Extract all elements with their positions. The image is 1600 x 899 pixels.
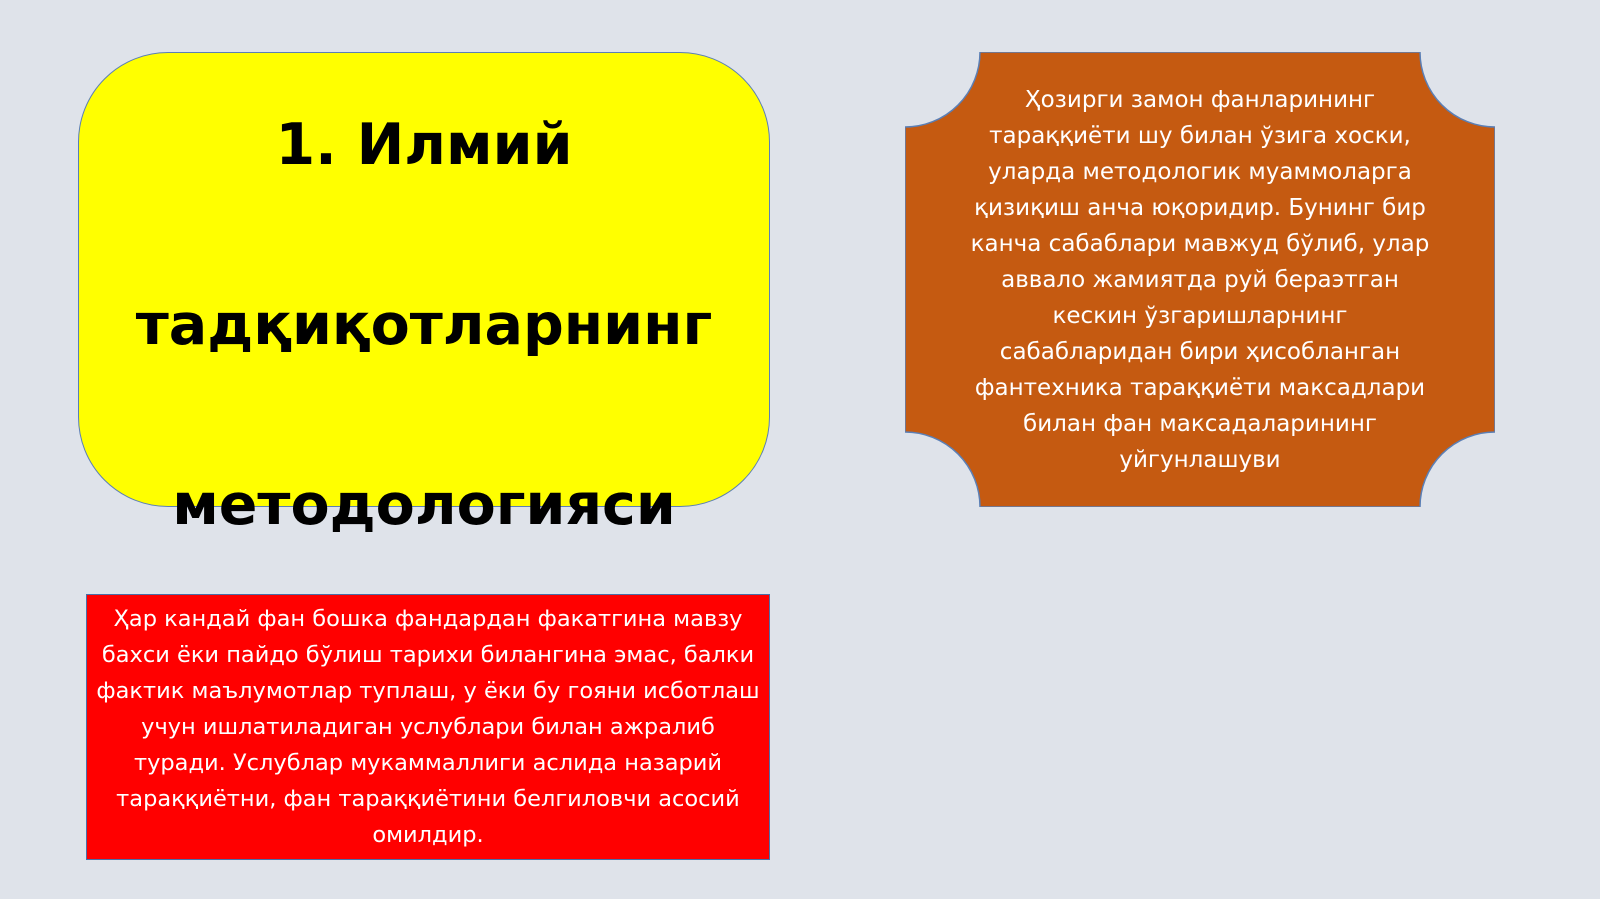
plaque-text: Ҳозирги замон фанларининг тараққиёти шу билан ўзига хоски, уларда методологик муаммоларга қизиқиш анча юқоридир. Бунинг бир канча сабаблари мавжуд бўлиб, улар аввало жамиятда руй бераэтган кескин ўзгаришларнинг сабабларидан бири ҳисобланган фантехника тараққиёти максадлари билан фан максадаларининг уйгунлашуви — [970, 86, 1430, 473]
title-box — [78, 52, 770, 538]
plaque-box — [905, 52, 1495, 507]
slide-title — [116, 10, 733, 550]
title-line-1: 1. Илмий — [275, 111, 573, 178]
title-line-2: тадқиқотларнинг — [135, 291, 713, 358]
red-box-text: Ҳар кандай фан бошка фандардан факатгина мавзу бахси ёки пайдо бўлиш тарихи билангина эмас, балки фактик маълумотлар туплаш, у ёки бу гояни исботлаш учун ишлатиладиган услублари билан ажралиб туради. Услублар мукаммаллиги аслида назарий тараққиётни, фан тараққиётини белгиловчи асосий омилдир. — [96, 606, 760, 848]
red-text-box — [86, 594, 770, 860]
title-line-3: методологияси — [172, 471, 676, 538]
